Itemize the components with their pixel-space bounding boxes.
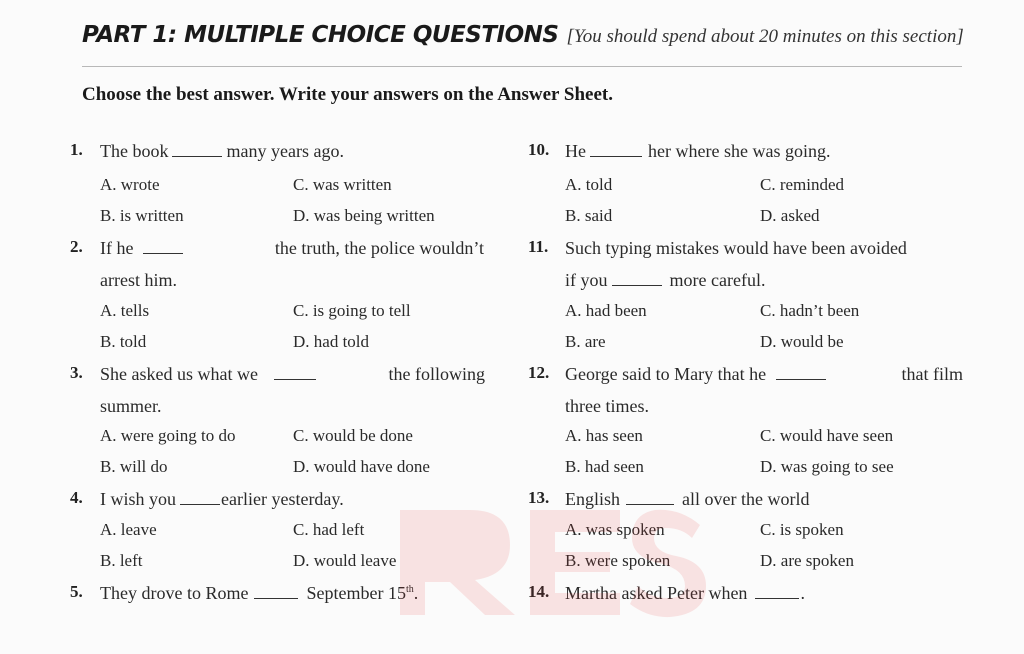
question-number: 10.: [528, 140, 550, 159]
question-number: 4.: [70, 488, 83, 507]
option-b: B. said: [565, 206, 613, 225]
question-2-text: If he the truth, the police wouldn’t: [100, 238, 484, 258]
question-4-text: I wish you earlier yesterday.: [100, 489, 344, 509]
question-12-text-cont: three times.: [565, 396, 649, 416]
question-14-text: Martha asked Peter when .: [565, 583, 805, 603]
option-b: B. will do: [100, 457, 168, 476]
option-a: A. were going to do: [100, 426, 236, 445]
option-d: D. asked: [760, 206, 820, 225]
question-number: 3.: [70, 363, 83, 382]
answer-blank: [254, 585, 298, 599]
section-heading: PART 1: MULTIPLE CHOICE QUESTIONS: [82, 22, 559, 48]
option-a: A. was spoken: [565, 520, 665, 539]
answer-blank: [180, 491, 220, 505]
question-number: 12.: [528, 363, 550, 382]
watermark-logo: [380, 490, 710, 654]
question-number: 5.: [70, 582, 83, 601]
question-number: 1.: [70, 140, 83, 159]
option-d: D. was being written: [293, 206, 435, 225]
option-c: C. is going to tell: [293, 301, 411, 320]
option-a: A. told: [565, 175, 613, 194]
answer-blank: [590, 143, 642, 157]
option-b: B. were spoken: [565, 551, 671, 570]
option-d: D. would have done: [293, 457, 430, 476]
option-a: A. tells: [100, 301, 150, 320]
option-b: B. had seen: [565, 457, 644, 476]
question-11-text: Such typing mistakes would have been avoided: [565, 238, 907, 258]
question-11-text-cont: if you more careful.: [565, 270, 766, 290]
answer-blank: [172, 143, 222, 157]
option-a: A. had been: [565, 301, 647, 320]
answer-blank: [755, 585, 799, 599]
question-number: 13.: [528, 488, 550, 507]
option-b: B. is written: [100, 206, 184, 225]
option-d: D. are spoken: [760, 551, 854, 570]
question-10-text: He her where she was going.: [565, 141, 831, 161]
instructions: Choose the best answer. Write your answers on the Answer Sheet.: [82, 84, 613, 105]
divider: [82, 66, 962, 67]
option-d: D. would leave: [293, 551, 397, 570]
time-note: [You should spend about 20 minutes on this section]: [566, 26, 964, 47]
question-number: 11.: [528, 237, 549, 256]
option-d: D. would be: [760, 332, 844, 351]
question-number: 2.: [70, 237, 83, 256]
question-5-text: They drove to Rome September 15th.: [100, 583, 419, 603]
option-c: C. is spoken: [760, 520, 844, 539]
question-12-text: George said to Mary that he that film: [565, 364, 963, 384]
option-c: C. reminded: [760, 175, 845, 194]
answer-blank: [626, 491, 674, 505]
question-number: 14.: [528, 582, 550, 601]
option-b: B. are: [565, 332, 606, 351]
question-3-text: She asked us what we the following: [100, 364, 485, 384]
answer-blank: [143, 240, 183, 254]
option-a: A. has seen: [565, 426, 643, 445]
option-b: B. told: [100, 332, 147, 351]
option-c: C. had left: [293, 520, 365, 539]
option-a: A. leave: [100, 520, 157, 539]
option-c: C. would have seen: [760, 426, 894, 445]
option-b: B. left: [100, 551, 143, 570]
option-a: A. wrote: [100, 175, 160, 194]
question-3-text-cont: summer.: [100, 396, 162, 416]
section-title: [82, 22, 964, 48]
option-c: C. hadn’t been: [760, 301, 860, 320]
question-13-text: English all over the world: [565, 489, 810, 509]
question-2-text-cont: arrest him.: [100, 270, 177, 290]
option-d: D. was going to see: [760, 457, 894, 476]
answer-blank: [274, 366, 316, 380]
option-c: C. was written: [293, 175, 392, 194]
answer-blank: [776, 366, 826, 380]
answer-blank: [612, 272, 662, 286]
option-d: D. had told: [293, 332, 370, 351]
option-c: C. would be done: [293, 426, 413, 445]
question-1-text: The book many years ago.: [100, 141, 344, 161]
